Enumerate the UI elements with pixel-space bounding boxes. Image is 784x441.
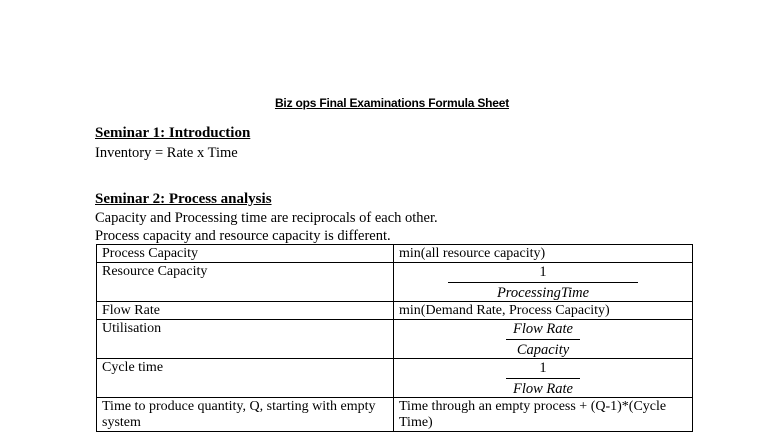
term-cell: Flow Rate — [97, 302, 394, 320]
fraction — [506, 321, 580, 358]
table-row — [97, 359, 693, 398]
fraction-numerator: 1 — [539, 264, 547, 280]
table-row — [97, 320, 693, 359]
term-cell: Time to produce quantity, Q, starting with empty system — [97, 398, 394, 432]
fraction — [506, 360, 580, 397]
document-title: Biz ops Final Examinations Formula Sheet — [274, 96, 510, 110]
term-cell: Utilisation — [97, 320, 394, 359]
formula-cell: Time through an empty process + (Q-1)*(Cycle Time) — [394, 398, 693, 432]
seminar-1-line: Inventory = Rate x Time — [95, 145, 238, 161]
fraction-numerator: 1 — [539, 360, 547, 376]
formula-cell: min(all resource capacity) — [394, 245, 693, 263]
term-cell: Process Capacity — [97, 245, 394, 263]
fraction — [448, 264, 638, 301]
fraction-bar — [448, 282, 638, 283]
term-cell: Resource Capacity — [97, 263, 394, 302]
fraction-denominator: ProcessingTime — [496, 285, 590, 301]
fraction-bar — [506, 339, 580, 340]
table-row — [97, 263, 693, 302]
seminar-2-heading: Seminar 2: Process analysis — [95, 191, 272, 207]
formula-table — [96, 244, 693, 432]
table-row — [97, 302, 693, 320]
formula-cell — [394, 263, 693, 302]
fraction-numerator: Flow Rate — [512, 321, 573, 337]
term-cell: Cycle time — [97, 359, 394, 398]
seminar-1-heading: Seminar 1: Introduction — [95, 125, 251, 141]
formula-cell — [394, 320, 693, 359]
fraction-denominator: Capacity — [516, 342, 570, 358]
formula-cell — [394, 359, 693, 398]
seminar-2-line: Process capacity and resource capacity is different. — [95, 228, 391, 244]
table-row — [97, 245, 693, 263]
formula-cell: min(Demand Rate, Process Capacity) — [394, 302, 693, 320]
fraction-bar — [506, 378, 580, 379]
seminar-2-line: Capacity and Processing time are reciprocals of each other. — [95, 210, 438, 226]
fraction-denominator: Flow Rate — [512, 381, 573, 397]
table-row — [97, 398, 693, 432]
